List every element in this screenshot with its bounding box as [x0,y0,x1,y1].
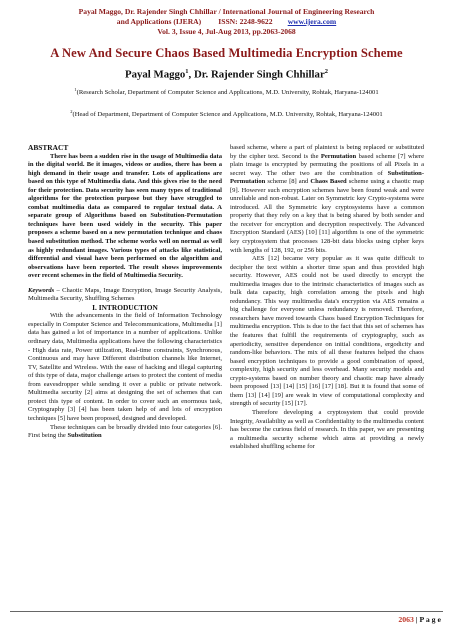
author-2-sup: 2 [324,68,328,75]
author-1: Payal Maggo [125,68,186,81]
journal-header [10,7,443,37]
affiliation-1-text: (Research Scholar, Department of Computer Science and Applications, M.D. University, Rohtak, Haryana-124001 [76,89,379,97]
left-column [28,144,222,441]
header-issn: and Applications (IJERA) ISSN: 2248-9622 [116,17,288,26]
page-footer [398,615,441,624]
affiliation-1 [44,86,409,97]
right-paragraph-3: Therefore developing a cryptosystem that could provide Integrity, Availability as well as Confidentiality to the multimedia content has become the curious field of research. In this paper, we are presenting a multimedia security scheme which aims at providing a newly established shuffling scheme for [230,408,424,451]
page-number: 2063 [398,615,414,624]
intro-paragraph-2 [28,424,222,441]
journal-link[interactable]: www.ijera.com [287,17,337,26]
page-label: | P a g e [413,615,441,624]
intro-p2-text: These techniques can be broadly divided into four categories [6]. First being the [28,423,222,440]
keywords-text: – Chaotic Maps, Image Encryption, Image Security Analysis, Multimedia Security, Shuffling Schemes [28,286,222,303]
header-line-2 [10,17,443,27]
rp1-sub-perm: Substitution-Permutation [230,169,424,186]
header-line-1: Payal Maggo, Dr. Rajender Singh Chhillar / International Journal of Engineering Research [78,7,375,16]
affiliation-1-sup: 1 [74,87,77,92]
introduction-heading: I. INTRODUCTION [92,302,158,312]
keywords-heading: Keywords [28,286,55,294]
right-paragraph-1 [230,144,424,255]
affiliation-2-sup: 2 [70,109,73,114]
rp1-permutation: Permutation [320,152,357,160]
affiliation-2 [44,108,409,119]
header-line-3: Vol. 3, Issue 4, Jul-Aug 2013, pp.2063-2068 [157,27,296,36]
affiliation-2-text: (Head of Department, Department of Computer Science and Applications, M.D. University, Rohtak, Haryana-124001 [72,111,383,119]
rp1-e: scheme [8] and [265,178,311,186]
paper-title: A New And Secure Chaos Based Multimedia Encryption Scheme [50,46,403,60]
author-2: , Dr. Rajender Singh Chhillar [188,68,325,81]
abstract-text: There has been a sudden rise in the usage of Multimedia data in the digital world. Be it images, videos or audios, there has been a high demand in their usage and transfer. Lots of applications are based on this type of Multimedia data. And this gives rise to the need for their protection. Data security has seen many types of traditional algorithms for the protection purpose but they have struggled to combat multimedia data as compared to regular textual data. A separate group of Algorithms based on Substitution-Permutation techniques have been used widely in the security. This paper proposes a scheme based on a new permutation technique and chaos based substitution method. The scheme works well on normal as well as highly redundant images. Various types of attacks like statistical, differential and visual have been performed on the algorithm and observations have been reported. The result shows improvements over recent schemes in the field of Multimedia Security. [28,152,222,280]
right-paragraph-2: AES [12] became very popular as it was quite difficult to decipher the text within a shorter time span and thus provided high security. However, AES could not be used directly to encrypt the multimedia images due to the intrinsic characteristics of images such as bulk data capacity, high correlation among the pixels and high redundancy. This way multimedia data's encryption via AES remains a big challenge for everyone unless redundancy is removed. Therefore, researchers have moved towards Chaos based Encryption Techniques for multimedia encryption. This is due to the fact that this set of schemes has the features that fulfill the requirements of cryptography, such as aperiodicity, sensitive dependence on initial conditions, ergodicity and random-like behaviors. The mix of all these features helped the chaos based encryption techniques to provide a good combination of speed, complexity, high security and less overhead. Many security models and crypto-systems based on number theory and chaotic map have already been proposed [13] [14] [15] [16] [17] [18]. But it is found that some of them [13] [14] [19] are weak in view of computational complexity and strength of security [15] [17]. [230,255,424,408]
intro-p2-bold: Substitution [67,432,102,440]
rp1-g: scheme using a chaotic map [9]. However such encryption schemes have been found weak and were unreliable and non-robust. Later on Symmetric key Crypto-systems were introduced. All the Symmetric key cryptosystems have a common property that they rely on a key that is being shared by both sender and the receiver for encryption and decryption respectively. The Advanced Encryption Standard (AES) [10] [11] algorithm is one of the symmetric key cryptosystem that processes 128-bit data blocks using cipher keys with lengths of 128, 192, or 256 bits. [230,178,424,254]
author-1-sup: 1 [185,68,189,75]
footer-divider [10,611,443,612]
rp1-a: based scheme, where a part of plaintext is being replaced or substituted by the cipher text. Second is the [230,144,424,160]
rp1-chaos-based: Chaos Based [310,178,347,186]
abstract-heading: ABSTRACT [28,144,69,152]
rp1-c: based scheme [7] where plain image is encrypted by permuting the positions of all Pixels in a secret way. The other two are the combination of [230,152,424,177]
keywords-paragraph [28,287,222,304]
right-column [230,144,424,452]
author-line [8,68,445,81]
intro-paragraph-1: With the advancements in the field of Information Technology especially in Computer Science and Telecommunications, Multimedia [1] data has gained a lot of importance in a number of applications. Unlike ordinary data, Multimedia applications have the following characteristics - High data rate, Power utilization, Real-time constraints, Synchronous, Continuous and may have Different distribution channels like Internet, TV, Satellite and Wireless. With the ease of hacking and illegal capturing of this type of data, major challenge arises to protect the content of media from eavesdropper while sending it over a public or private network. Multimedia security [2] aims at designing the set of schemes that can protect this type of content. In order to cover such an enormous task, Cryptography [3] [4] has been taken help of and lots of encryption techniques [5] have been proposed, designed and developed. [28,312,222,422]
